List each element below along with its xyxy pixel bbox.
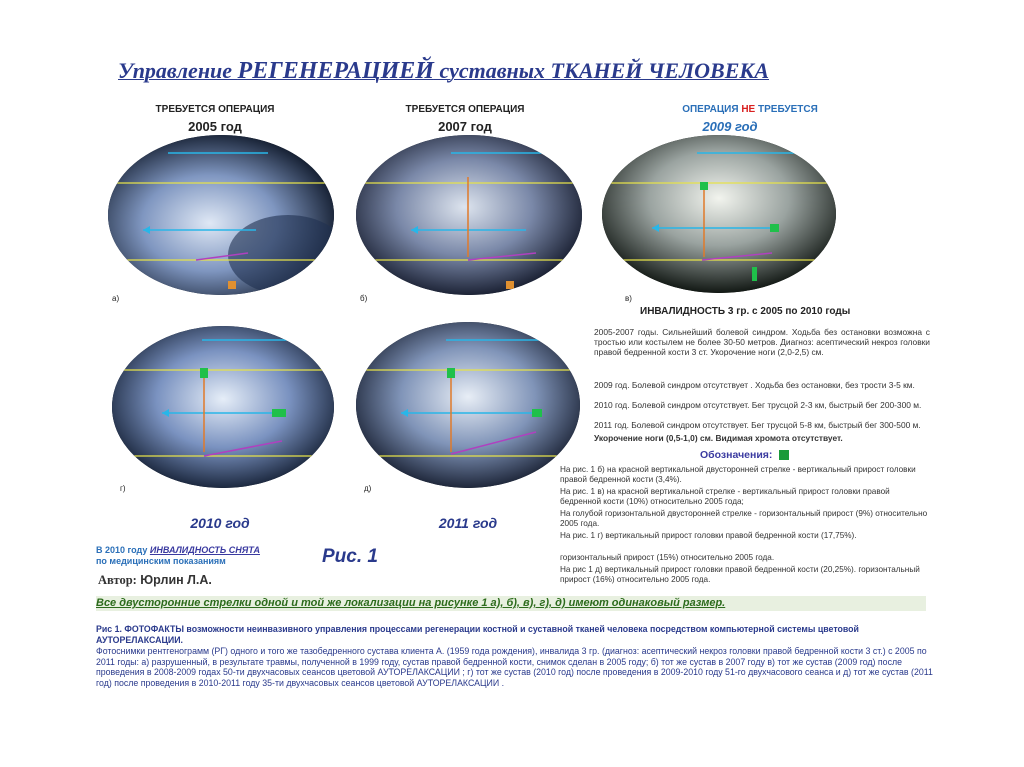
green-note: Все двусторонние стрелки одной и той же локализации на рисунке 1 а), б), в), г), д) имеют одинаковый размер. bbox=[96, 596, 926, 611]
caption-p1: Рис 1. ФОТОФАКТЫ возможности неинвазивного управления процессами регенерации костной и суставной тканей человека посредством компьютерной системы цветовой АУТОРЕЛАКСАЦИИ. bbox=[96, 624, 859, 645]
disability-p5: Укорочение ноги (0,5-1,0) см. Видимая хромота отсутствует. bbox=[594, 433, 843, 443]
legend-l3: На голубой горизонтальной двусторонней стрелке - горизонтальный прирост (9%) относительно 2005 года. bbox=[560, 509, 928, 529]
author-line: Автор: Юрлин Л.А. bbox=[98, 573, 212, 587]
xray-panel-b bbox=[356, 135, 582, 295]
disability-p2: 2009 год. Болевой синдром отсутствует . Ходьба без остановки, без трости 3-5 км. bbox=[594, 380, 915, 390]
legend-l5: горизонтальный прирост (15%) относительно 2005 года. bbox=[560, 553, 775, 562]
disability-p4: 2011 год. Болевой синдром отсутствует. Бег трусцой 5-8 км, быстрый бег 300-500 м. bbox=[594, 420, 921, 430]
panel-a-label: а) bbox=[112, 294, 120, 303]
panel-a-header: ТРЕБУЕТСЯ ОПЕРАЦИЯ bbox=[155, 104, 275, 115]
panel-e-label: д) bbox=[364, 484, 372, 493]
panel-b-header: ТРЕБУЕТСЯ ОПЕРАЦИЯ bbox=[405, 104, 525, 115]
caption-p2: Фотоснимки рентгенограмм (РГ) одного и того же тазобедренного сустава клиента А. (1959 года рождения), инвалида 3 гр. (диагноз: асептический некроз головки правой бедренной кости 3 ст.) с 2005 по 2011 годы: а) разрушенный, в результате травмы, полученной в 1999 году, сустав правой бедренной кости, снимок сделан в 2005 году; б) тот же сустав в 2007 году в) тот же сустав (2009 год) после проведения в 2008-2009 годах 50-ти двухчасовых сеансов цветовой АУТОРЕЛАКСАЦИИ ; г) тот же сустав (2010 год) после проведения в 2009-2010 году 51-го двухчасового сеанса и д) тот же сустав (2011 год) после проведения в 2010-2011 году 35-ти двухчасовых сеансов цветовой АУТОРЕЛАКСАЦИИ . bbox=[96, 646, 933, 688]
panel-c-label: в) bbox=[625, 294, 632, 303]
panel-e-year: 2011 год bbox=[438, 515, 498, 531]
panel-a-year: 2005 год bbox=[188, 119, 242, 134]
xray-panel-d bbox=[112, 326, 334, 488]
xray-panel-c bbox=[602, 135, 836, 293]
page-title: Управление РЕГЕНЕРАЦИЕЙ суставных ТКАНЕЙ ЧЕЛОВЕКА bbox=[118, 58, 770, 84]
disability-p3: 2010 год. Болевой синдром отсутствует. Бег трусцой 2-3 км, быстрый бег 200-300 м. bbox=[594, 400, 922, 410]
disability-removed-note: В 2010 году ИНВАЛИДНОСТЬ СНЯТА по медицинским показаниям bbox=[96, 545, 260, 566]
panel-c-year: 2009 год bbox=[702, 119, 758, 134]
panel-d-year: 2010 год bbox=[190, 515, 250, 531]
disability-title: ИНВАЛИДНОСТЬ 3 гр. с 2005 по 2010 годы bbox=[640, 306, 851, 317]
legend-l1: На рис. 1 б) на красной вертикальной двусторонней стрелке - вертикальный прирост головки правой бедренной кости (3,4%). bbox=[560, 465, 916, 485]
xray-panel-a bbox=[108, 135, 334, 295]
panel-d-label: г) bbox=[120, 484, 126, 493]
legend-title: Обозначения: bbox=[700, 449, 789, 461]
green-square-icon bbox=[779, 450, 789, 460]
panel-b-year: 2007 год bbox=[438, 119, 492, 134]
panel-b-label: б) bbox=[360, 294, 368, 303]
figure-label: Рис. 1 bbox=[322, 546, 378, 567]
panel-c-header: ОПЕРАЦИЯ НЕ ТРЕБУЕТСЯ bbox=[682, 104, 818, 115]
disability-p1: 2005-2007 годы. Сильнейший болевой синдром. Ходьба без остановки возможна с тростью или костылем не более 30-50 метров. Диагноз: асептический некроз головки правой бедренной кости 3 ст. Укорочение ноги (2,0-2,5) см. bbox=[594, 327, 930, 357]
legend-l6: На рис 1 д) вертикальный прирост головки правой бедренной кости (20,25%). горизонтальный прирост (16%) относительно 2005 года. bbox=[560, 565, 920, 585]
legend-l4: На рис. 1 г) вертикальный прирост головки правой бедренной кости (17,75%). bbox=[560, 531, 857, 540]
xray-panel-e bbox=[356, 322, 580, 488]
legend-l2: На рис. 1 в) на красной вертикальной стрелке - вертикальный прирост головки правой бедренной кости (10%) относительно 2005 года; bbox=[560, 487, 890, 507]
